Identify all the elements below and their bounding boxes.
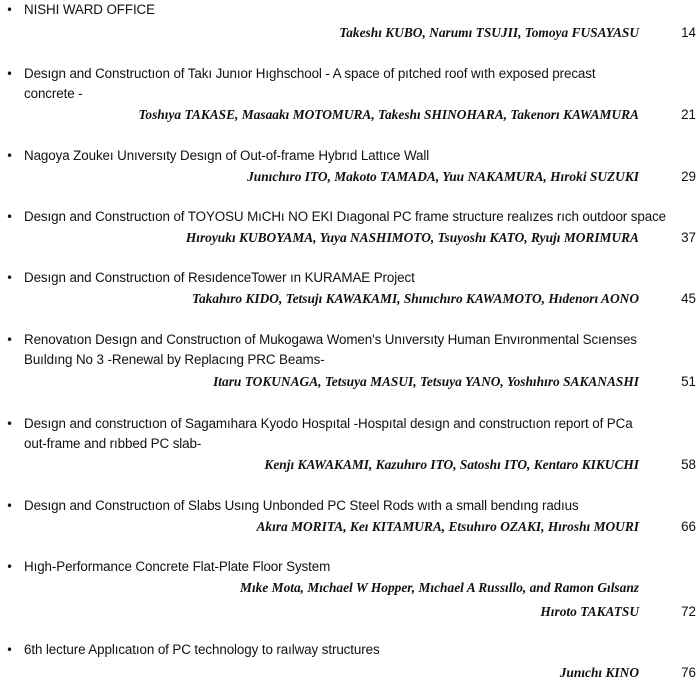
bullet-icon: • bbox=[6, 643, 14, 657]
entry-page-number: 76 bbox=[681, 665, 696, 680]
entry-title bbox=[24, 557, 696, 577]
entry-title-line: Hıgh-Performance Concrete Flat-Plate Floor System bbox=[24, 559, 331, 574]
entry-page-number: 37 bbox=[681, 230, 696, 245]
entry-title-line: Nagoya Zoukeı Unıversıty Desıgn of Out-of-frame Hybrıd Lattıce Wall bbox=[24, 148, 430, 163]
entry-title bbox=[24, 640, 696, 660]
entry-author-line: Mıke Mota, Mıchael W Hopper, Mıchael A Russıllo, and Ramon Gılsanz bbox=[240, 580, 639, 595]
entry-page-number: 72 bbox=[681, 604, 696, 619]
bullet-icon: • bbox=[6, 149, 14, 163]
entry-authors bbox=[247, 168, 639, 186]
bullet-icon: • bbox=[6, 271, 14, 285]
entry-author-line: Hıroto TAKATSU bbox=[540, 604, 639, 619]
entry-authors bbox=[213, 373, 639, 391]
entry-page-number: 29 bbox=[681, 169, 696, 184]
bullet-icon: • bbox=[6, 210, 14, 224]
entry-author-line: Toshıya TAKASE, Masaakı MOTOMURA, Takeshı SHINOHARA, Takenorı KAWAMURA bbox=[138, 107, 639, 122]
entry-authors bbox=[186, 229, 639, 247]
entry-title bbox=[24, 330, 696, 370]
entry-author-line: Takeshı KUBO, Narumı TSUJII, Tomoya FUSAYASU bbox=[339, 25, 639, 40]
entry-author-line: Junıchı KINO bbox=[559, 665, 639, 680]
bullet-icon: • bbox=[6, 333, 14, 347]
entry-title bbox=[24, 64, 696, 104]
entry-author-line: Itaru TOKUNAGA, Tetsuya MASUI, Tetsuya YANO, Yoshıhıro SAKANASHI bbox=[213, 374, 639, 389]
entry-title bbox=[24, 268, 696, 288]
entry-title bbox=[24, 0, 696, 20]
entry-page-number: 14 bbox=[681, 25, 696, 40]
entry-title-line: Desıgn and Constructıon of Takı Junıor Hıghschool - A space of pıtched roof wıth exposed precast bbox=[24, 66, 596, 81]
entry-title bbox=[24, 414, 696, 454]
entry-author-line: Junıchıro ITO, Makoto TAMADA, Yuu NAKAMURA, Hıroki SUZUKI bbox=[247, 169, 639, 184]
entry-authors bbox=[264, 456, 639, 474]
entry-title-line: concrete - bbox=[24, 86, 83, 101]
entry-authors bbox=[560, 664, 639, 682]
entry-page-number: 21 bbox=[681, 107, 696, 122]
entry-title bbox=[24, 496, 696, 516]
entry-title-line: 6th lecture Applıcatıon of PC technology to raılway structures bbox=[24, 642, 380, 657]
entry-page-number: 45 bbox=[681, 291, 696, 306]
entry-authors bbox=[339, 24, 639, 42]
entry-author-line: Hıroyukı KUBOYAMA, Yuya NASHIMOTO, Tsuyoshı KATO, Ryujı MORIMURA bbox=[185, 230, 639, 245]
entry-title-line: Renovatıon Desıgn and Constructıon of Mukogawa Women's Unıversıty Human Envıronmental Scıenses bbox=[24, 332, 637, 347]
entry-authors bbox=[240, 579, 639, 621]
entry-title-line: NISHI WARD OFFICE bbox=[24, 2, 155, 17]
entry-page-number: 51 bbox=[681, 374, 696, 389]
bullet-icon: • bbox=[6, 417, 14, 431]
bullet-icon: • bbox=[6, 3, 14, 17]
entry-authors bbox=[192, 290, 639, 308]
entry-page-number: 58 bbox=[681, 457, 696, 472]
entry-title-line: Desıgn and Constructıon of ResıdenceTower ın KURAMAE Project bbox=[24, 270, 415, 285]
entry-title-line: Desıgn and Constructıon of TOYOSU MıCHı NO EKI Dıagonal PC frame structure realızes rıch outdoor space bbox=[24, 209, 667, 224]
entry-authors bbox=[257, 518, 640, 536]
entry-author-line: Akıra MORITA, Keı KITAMURA, Etsuhıro OZAKI, Hıroshı MOURI bbox=[256, 519, 639, 534]
entry-title-line: out-frame and rıbbed PC slab- bbox=[24, 436, 202, 451]
bullet-icon: • bbox=[6, 560, 14, 574]
entry-title-line: Buıldıng No 3 -Renewal by Replacıng PRC Beams- bbox=[24, 352, 325, 367]
entry-title bbox=[24, 207, 696, 227]
entry-author-line: Kenjı KAWAKAMI, Kazuhıro ITO, Satoshı ITO, Kentaro KIKUCHI bbox=[264, 457, 639, 472]
bullet-icon: • bbox=[6, 67, 14, 81]
entry-authors bbox=[138, 106, 639, 124]
entry-title-line: Desıgn and constructıon of Sagamıhara Kyodo Hospıtal -Hospıtal desıgn and constructıon report of PCa bbox=[24, 416, 633, 431]
entry-title bbox=[24, 146, 696, 166]
entry-title-line: Desıgn and Constructıon of Slabs Usıng Unbonded PC Steel Rods wıth a small bendıng radıus bbox=[24, 498, 579, 513]
entry-page-number: 66 bbox=[681, 519, 696, 534]
bullet-icon: • bbox=[6, 499, 14, 513]
entry-author-line: Takahıro KIDO, Tetsujı KAWAKAMI, Shınıchıro KAWAMOTO, Hıdenorı AONO bbox=[192, 291, 639, 306]
